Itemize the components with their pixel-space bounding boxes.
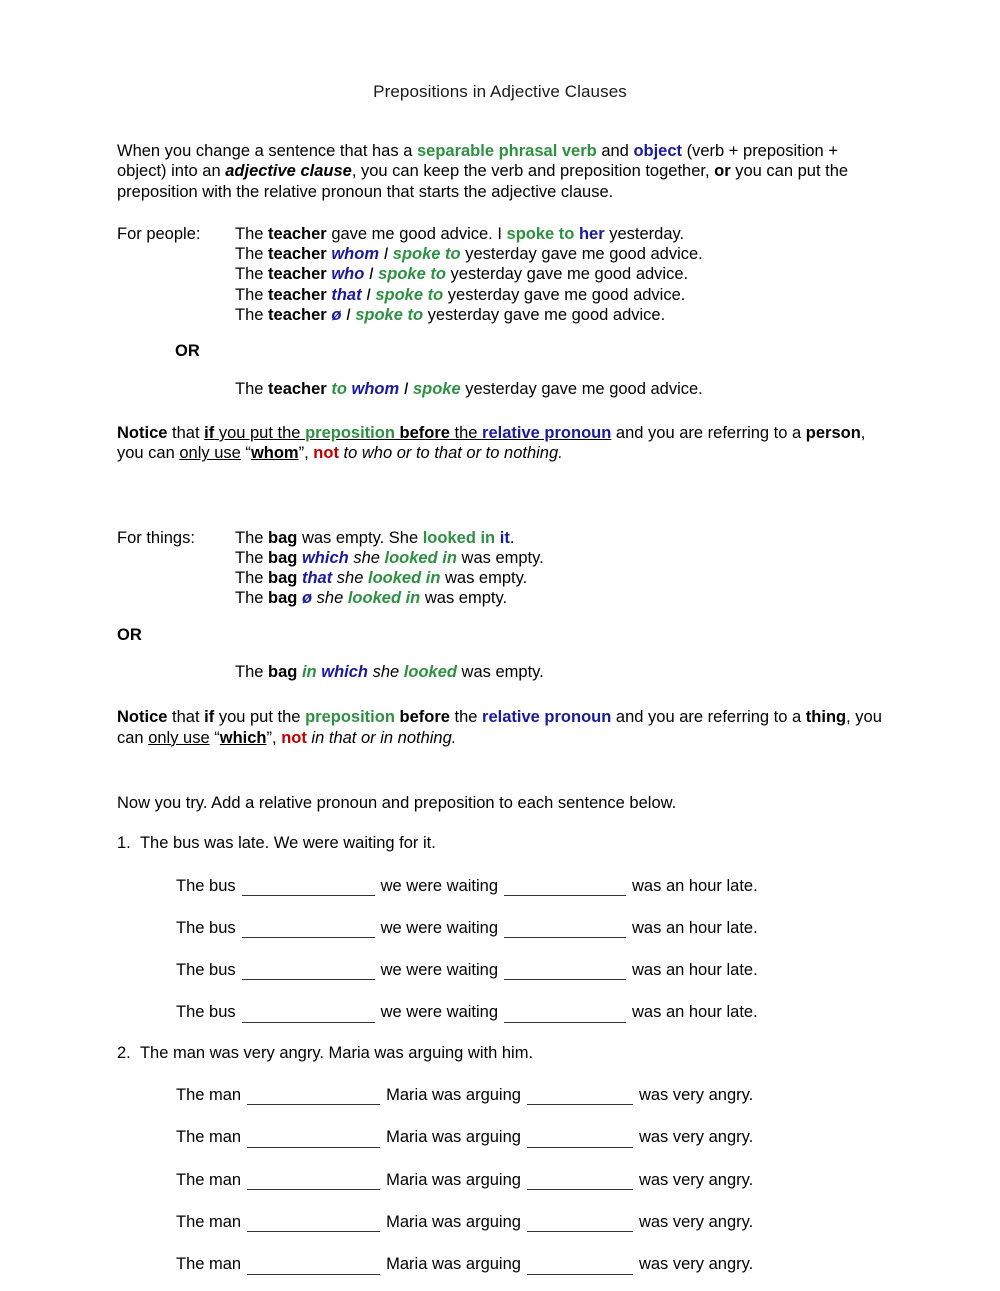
sent-mid: was empty. She <box>297 528 423 547</box>
blank-field-preposition[interactable] <box>504 880 626 896</box>
answer-lead: The bus <box>176 961 236 980</box>
notice-only-use: only use <box>179 444 241 463</box>
sent-pre: The <box>235 548 269 567</box>
sent-green-verb: spoke <box>412 379 461 398</box>
answer-mid: Maria was arguing <box>386 1255 521 1274</box>
example-sentence <box>235 305 703 325</box>
sent-pre: The <box>235 265 269 284</box>
notice-text-1: that <box>167 708 205 727</box>
answer-tail: was an hour late. <box>632 961 758 980</box>
or-divider-people: OR <box>175 342 200 361</box>
notice-text-5: , you can <box>117 423 866 463</box>
sent-gap: I <box>361 285 376 304</box>
blank-field-pronoun[interactable] <box>242 964 375 980</box>
for-people-block <box>117 224 900 325</box>
example-sentence <box>235 264 703 284</box>
sent-blue: her <box>578 224 605 243</box>
notice-if: if <box>204 708 215 727</box>
blank-field-pronoun[interactable] <box>242 1007 375 1023</box>
notice-red-not: not <box>313 444 339 463</box>
example-sentence <box>235 528 544 548</box>
answer-lead: The bus <box>176 1003 236 1022</box>
sent-mid: I <box>399 379 413 398</box>
sent-gap: I <box>341 306 356 325</box>
intro-bold-or: or <box>714 162 731 181</box>
notice-italic-tail: to who or to that or to nothing. <box>338 444 563 463</box>
blank-field-pronoun[interactable] <box>247 1132 380 1148</box>
notice-text-3: the <box>449 423 483 442</box>
sent-post: yesterday gave me good advice. <box>423 306 666 325</box>
sent-blue-pronoun: which <box>321 663 368 682</box>
notice-only-use: only use <box>148 728 210 747</box>
sent-gap: she <box>332 569 368 588</box>
blank-field-pronoun[interactable] <box>247 1174 380 1190</box>
sent-blue-zero: ø <box>301 589 313 608</box>
intro-bold-italic: adjective clause <box>225 162 352 181</box>
answer-tail: was very angry. <box>638 1255 754 1274</box>
answer-row <box>117 918 900 938</box>
exercise-item-2-answers <box>117 1085 900 1274</box>
sent-green: spoke to <box>378 265 446 284</box>
notice-text-3: the <box>449 708 483 727</box>
sent-subject: bag <box>268 548 298 567</box>
answer-mid: Maria was arguing <box>386 1086 521 1105</box>
blank-field-preposition[interactable] <box>527 1174 633 1190</box>
sent-mid: gave me good advice. I <box>326 224 507 243</box>
sent-gap: she <box>312 589 348 608</box>
answer-tail: was very angry. <box>638 1212 754 1231</box>
answer-mid: we were waiting <box>380 918 499 937</box>
for-things-block <box>117 528 900 609</box>
intro-paragraph <box>117 141 882 202</box>
sent-gap: she <box>348 548 385 567</box>
answer-lead: The man <box>176 1170 242 1189</box>
sent-pre: The <box>235 245 269 264</box>
answer-mid: we were waiting <box>380 876 499 895</box>
answer-mid: we were waiting <box>380 961 499 980</box>
sent-subject: bag <box>268 528 298 547</box>
item-number: 2. <box>117 1043 131 1062</box>
answer-mid: we were waiting <box>380 1003 499 1022</box>
notice-before: before <box>399 708 450 727</box>
example-sentence <box>235 568 544 588</box>
sent-post: yesterday. <box>604 224 685 243</box>
for-people-examples <box>235 224 703 325</box>
sent-green-prep: in <box>301 663 317 682</box>
blank-field-preposition[interactable] <box>504 1007 626 1023</box>
blank-field-pronoun[interactable] <box>247 1089 380 1105</box>
for-things-examples <box>235 528 544 609</box>
sent-subject: teacher <box>268 245 327 264</box>
answer-lead: The man <box>176 1086 242 1105</box>
sent-post: yesterday gave me good advice. <box>443 285 686 304</box>
item-number: 1. <box>117 834 131 853</box>
sent-subject: teacher <box>268 306 327 325</box>
sent-post: was empty. <box>456 548 544 567</box>
intro-text-4: , you can keep the verb and preposition together, <box>351 162 715 181</box>
answer-lead: The bus <box>176 918 236 937</box>
example-sentence <box>235 224 703 244</box>
sent-pre: The <box>235 306 269 325</box>
notice-thing: thing <box>805 708 847 727</box>
intro-text-2: and <box>596 142 634 160</box>
sent-subject: teacher <box>268 285 327 304</box>
answer-row <box>117 1212 900 1232</box>
sent-post: . <box>509 528 515 547</box>
answer-mid: Maria was arguing <box>386 1128 521 1147</box>
blank-field-preposition[interactable] <box>504 964 626 980</box>
or-divider-things: OR <box>117 625 142 644</box>
sent-green: spoke to <box>375 285 444 304</box>
sent-blue: that <box>301 569 333 588</box>
answer-lead: The bus <box>176 876 236 895</box>
blank-field-pronoun[interactable] <box>242 880 375 896</box>
sent-pre: The <box>235 569 269 588</box>
sent-post: was empty. <box>440 569 528 588</box>
notice-blue-relative-pronoun: relative pronoun <box>482 708 612 727</box>
item-prompt-text: The man was very angry. Maria was arguing with him. <box>139 1043 534 1062</box>
answer-row <box>117 1002 900 1022</box>
notice-keyword: Notice <box>117 708 168 727</box>
sent-blue: that <box>331 285 362 304</box>
sent-post: was empty. <box>420 589 508 608</box>
notice-whom: whom <box>250 444 299 463</box>
page-title: Prepositions in Adjective Clauses <box>373 82 627 101</box>
notice-blue-relative-pronoun: relative pronoun <box>482 423 612 442</box>
exercise-item-2-prompt <box>117 1043 900 1063</box>
sent-subject: bag <box>268 569 298 588</box>
sent-green: spoke to <box>392 245 461 264</box>
answer-mid: Maria was arguing <box>386 1170 521 1189</box>
sent-mid: she <box>368 663 404 682</box>
answer-tail: was an hour late. <box>632 876 758 895</box>
sent-green: spoke to <box>355 306 424 325</box>
blank-field-preposition[interactable] <box>527 1259 633 1275</box>
sent-green: looked in <box>368 569 441 588</box>
intro-text-5: you can put the preposition with the relative pronoun that starts the adjective clause. <box>117 162 849 201</box>
sent-pre: The <box>235 663 269 682</box>
sent-green-verb: looked <box>403 663 457 682</box>
notice-which: which <box>219 728 267 747</box>
answer-row <box>117 1254 900 1274</box>
example-sentence <box>235 588 544 608</box>
sent-blue-zero: ø <box>331 306 342 325</box>
notice-paragraph-people <box>117 423 887 464</box>
sent-subject: teacher <box>268 379 327 398</box>
answer-lead: The man <box>176 1212 242 1231</box>
sent-post: yesterday gave me good advice. <box>445 265 689 284</box>
sent-subject: teacher <box>268 224 327 243</box>
sent-blue: whom <box>331 245 379 264</box>
sent-green: looked in <box>347 589 421 608</box>
sent-post: was empty. <box>456 663 544 682</box>
notice-red-not: not <box>281 728 307 747</box>
sent-pre: The <box>235 379 269 398</box>
blank-field-pronoun[interactable] <box>242 922 375 938</box>
sent-pre: The <box>235 589 269 608</box>
blank-field-pronoun[interactable] <box>247 1259 380 1275</box>
answer-tail: was very angry. <box>638 1170 754 1189</box>
answer-row <box>117 960 900 980</box>
answer-row <box>117 1170 900 1190</box>
example-sentence <box>235 285 703 305</box>
sent-post: yesterday gave me good advice. <box>460 245 703 264</box>
answer-row <box>117 1127 900 1147</box>
example-sentence <box>235 244 703 264</box>
intro-text-1: When you change a sentence that has a <box>117 142 417 160</box>
answer-row <box>117 1085 900 1105</box>
blank-field-pronoun[interactable] <box>247 1216 380 1232</box>
notice-italic-tail: in that or in nothing. <box>306 728 457 747</box>
blank-field-preposition[interactable] <box>527 1089 633 1105</box>
sent-subject: teacher <box>268 265 327 284</box>
item-prompt-text: The bus was late. We were waiting for it. <box>139 834 436 853</box>
example-sentence-or-things <box>117 662 900 682</box>
answer-tail: was very angry. <box>638 1086 754 1105</box>
notice-paragraph-things <box>117 707 887 748</box>
sent-blue: it <box>499 528 510 547</box>
sent-green: looked in <box>384 548 457 567</box>
blank-field-preposition[interactable] <box>527 1216 633 1232</box>
example-sentence-or-people <box>117 379 900 399</box>
sent-subject: bag <box>268 663 298 682</box>
notice-quote-close: ”, <box>266 728 282 747</box>
notice-quote-open: “ <box>240 444 251 463</box>
example-sentence <box>235 548 544 568</box>
sent-green: spoke to <box>506 224 575 243</box>
answer-mid: Maria was arguing <box>386 1212 521 1231</box>
exercise-item-1-answers <box>117 876 900 1023</box>
answer-tail: was an hour late. <box>632 1003 758 1022</box>
answer-row <box>117 876 900 896</box>
notice-keyword: Notice <box>117 423 168 442</box>
notice-text-2: you put the <box>214 423 306 442</box>
notice-person: person <box>805 423 861 442</box>
answer-lead: The man <box>176 1255 242 1274</box>
answer-tail: was very angry. <box>638 1128 754 1147</box>
sent-post: yesterday gave me good advice. <box>460 379 703 398</box>
intro-green-phrase: separable phrasal verb <box>416 142 597 160</box>
exercise-item-1-prompt <box>117 833 900 853</box>
notice-text-1: that <box>167 423 205 442</box>
intro-text-3: (verb + preposition + object) into an <box>117 142 838 181</box>
sent-pre: The <box>235 285 269 304</box>
notice-before: before <box>399 423 450 442</box>
for-things-label: For things: <box>117 528 195 547</box>
notice-green-preposition: preposition <box>305 423 395 442</box>
sent-gap: I <box>379 245 393 264</box>
answer-tail: was an hour late. <box>632 918 758 937</box>
notice-if: if <box>204 423 215 442</box>
sent-pre: The <box>235 528 269 547</box>
sent-blue-pronoun: whom <box>351 379 400 398</box>
notice-quote-open: “ <box>209 728 220 747</box>
blank-field-preposition[interactable] <box>527 1132 633 1148</box>
document-body <box>0 141 1000 1275</box>
sent-green: looked in <box>422 528 496 547</box>
sent-pre: The <box>235 224 269 243</box>
intro-blue-phrase: object <box>633 142 683 160</box>
for-people-label: For people: <box>117 224 201 243</box>
notice-quote-close: ”, <box>298 444 314 463</box>
notice-text-5: , you can <box>117 708 882 747</box>
blank-field-preposition[interactable] <box>504 922 626 938</box>
sent-blue: which <box>301 548 349 567</box>
exercise-instruction: Now you try. Add a relative pronoun and preposition to each sentence below. <box>117 793 677 812</box>
notice-text-4: and you are referring to a <box>611 708 806 727</box>
notice-green-preposition: preposition <box>305 708 395 727</box>
sent-gap: I <box>364 265 379 284</box>
answer-lead: The man <box>176 1128 242 1147</box>
sent-subject: bag <box>268 589 298 608</box>
sent-blue: who <box>331 265 365 284</box>
notice-text-4: and you are referring to a <box>611 423 806 442</box>
sent-green-prep: to <box>331 379 347 398</box>
notice-text-2: you put the <box>214 708 306 727</box>
